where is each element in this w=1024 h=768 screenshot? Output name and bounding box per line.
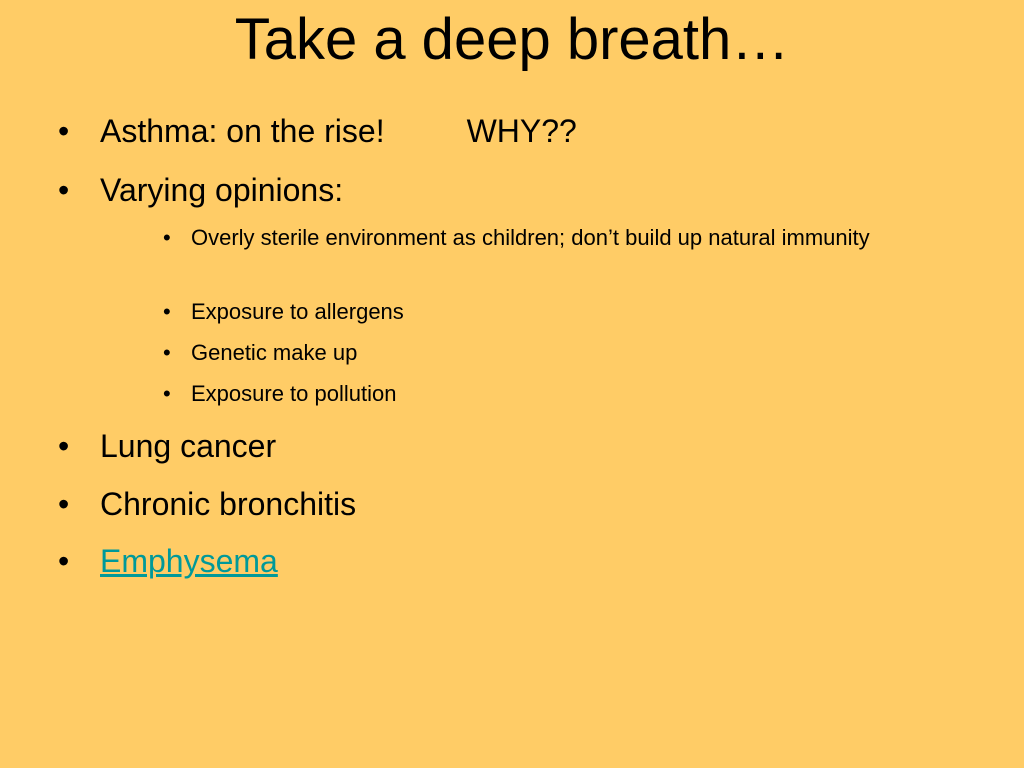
sub-bullet-dot: • <box>163 381 171 406</box>
sub-bullet-dot: • <box>163 299 171 324</box>
sub-bullet-pollution-label: Exposure to pollution <box>191 381 397 406</box>
bullet-varying-opinions-label: Varying opinions: <box>100 172 344 208</box>
bullet-dot: • <box>58 543 70 579</box>
slide-title: Take a deep breath… <box>234 7 790 72</box>
bullet-asthma-label: Asthma: on the rise! <box>100 113 385 149</box>
bullet-varying-opinions <box>58 171 343 209</box>
sub-bullet-pollution <box>163 378 963 410</box>
bullet-dot: • <box>58 428 70 464</box>
bullet-lung-cancer-label: Lung cancer <box>100 428 277 464</box>
sub-bullet-genetic-label: Genetic make up <box>191 340 358 365</box>
bullet-asthma <box>58 112 577 150</box>
bullet-chronic-bronchitis <box>58 485 356 523</box>
bullet-chronic-bronchitis-label: Chronic bronchitis <box>100 486 357 522</box>
bullet-dot: • <box>58 113 70 149</box>
bullet-dot: • <box>58 172 70 208</box>
sub-bullet-sterile-label: Overly sterile environment as children; don’t build up natural immunity <box>191 225 870 250</box>
sub-bullet-dot: • <box>163 340 171 365</box>
bullet-dot: • <box>58 486 70 522</box>
sub-bullet-genetic <box>163 337 963 369</box>
sub-bullet-sterile <box>163 222 963 254</box>
bullet-asthma-aside: WHY?? <box>466 113 577 149</box>
sub-bullet-allergens <box>163 296 963 328</box>
sub-bullet-dot: • <box>163 225 171 250</box>
bullet-lung-cancer <box>58 427 276 465</box>
bullet-emphysema <box>58 542 278 580</box>
emphysema-link[interactable]: Emphysema <box>100 543 278 579</box>
sub-bullet-allergens-label: Exposure to allergens <box>191 299 404 324</box>
